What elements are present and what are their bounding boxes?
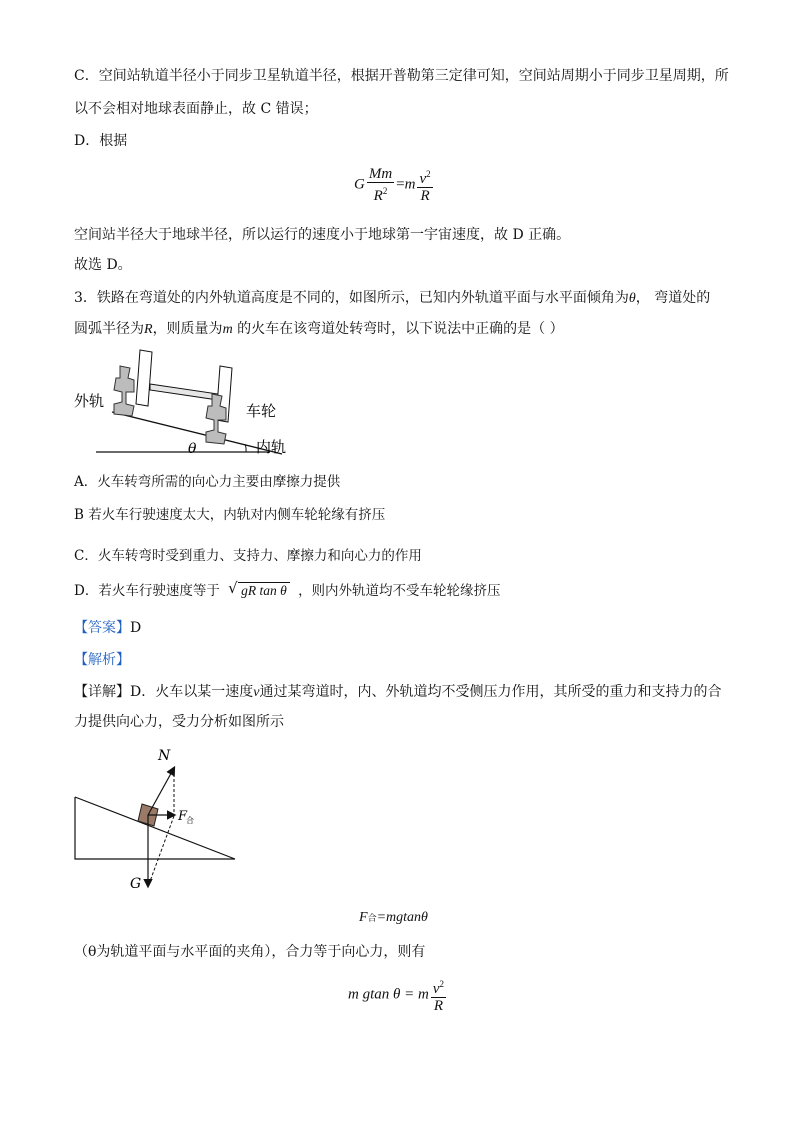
question-3-stem-line-2: 圆弧半径为R，则质量为m 的火车在该弯道处转弯时，以下说法中正确的是（ ） (74, 321, 564, 337)
force-diagram (70, 742, 250, 892)
angle-label: θ (188, 441, 197, 457)
parallelogram-dash (149, 816, 174, 884)
sqrt-expression: √ gR tan θ (228, 581, 290, 601)
f-label: F (178, 809, 188, 824)
detail-line-2: 力提供向心力，受力分析如图所示 (74, 714, 284, 730)
section-d-lead: D．根据 (74, 133, 128, 149)
resultant-formula: F合=mgtanθ (359, 910, 428, 925)
outer-rail-label: 外轨 (74, 392, 105, 410)
wheel-label: 车轮 (246, 402, 277, 420)
outer-rail-block (114, 366, 134, 416)
answer-line: 【答案】D (74, 620, 142, 636)
option-d: D．若火车行驶速度等于 √ gR tan θ ，则内外轨道均不受车轮轮缘挤压 (74, 579, 501, 599)
normal-force-arrow (148, 768, 174, 815)
incline-triangle (75, 797, 235, 859)
inner-rail-label: 内轨 (256, 438, 287, 456)
theta-note: （θ为轨道平面与水平面的夹角），合力等于向心力，则有 (74, 944, 426, 960)
n-label: N (158, 748, 171, 764)
axle (150, 384, 218, 400)
option-c: C．火车转弯时受到重力、支持力、摩擦力和向心力的作用 (74, 548, 422, 564)
rail-figure (70, 348, 300, 460)
option-a: A．火车转弯所需的向心力主要由摩擦力提供 (74, 474, 341, 490)
gravitation-formula: G $\frac{Mm}{R^2}$ =m $\frac{v^2}{R}$ (354, 166, 431, 204)
section-d-conclusion: 空间站半径大于地球半径，所以运行的速度小于地球第一宇宙速度，故 D 正确。 (74, 227, 571, 243)
f-sub-label: 合 (186, 816, 194, 825)
outer-wheel (136, 350, 152, 406)
section-c-line-2: 以不会相对地球表面静止，故 C 错误； (74, 101, 318, 117)
option-b: B 若火车行驶速度太大，内轨对内侧车轮轮缘有挤压 (74, 507, 386, 523)
analysis-label: 【解析】 (74, 652, 130, 668)
final-formula: m gtan θ = m $\frac{v^2}{R}$ (348, 976, 448, 1014)
detail-line-1: 【详解】D．火车以某一速度v通过某弯道时，内、外轨道均不受侧压力作用，其所受的重力和支持力的合 (74, 684, 722, 700)
g-label: G (130, 876, 142, 892)
section-d-choice: 故选 D。 (74, 257, 132, 273)
section-c-line-1: C．空间站轨道半径小于同步卫星轨道半径，根据开普勒第三定律可知，空间站周期小于同步卫星周期，所 (74, 68, 729, 84)
question-3-stem-line-1: 3．铁路在弯道处的内外轨道高度是不同的，如图所示，已知内外轨道平面与水平面倾角为θ， 弯道处的 (74, 290, 711, 306)
